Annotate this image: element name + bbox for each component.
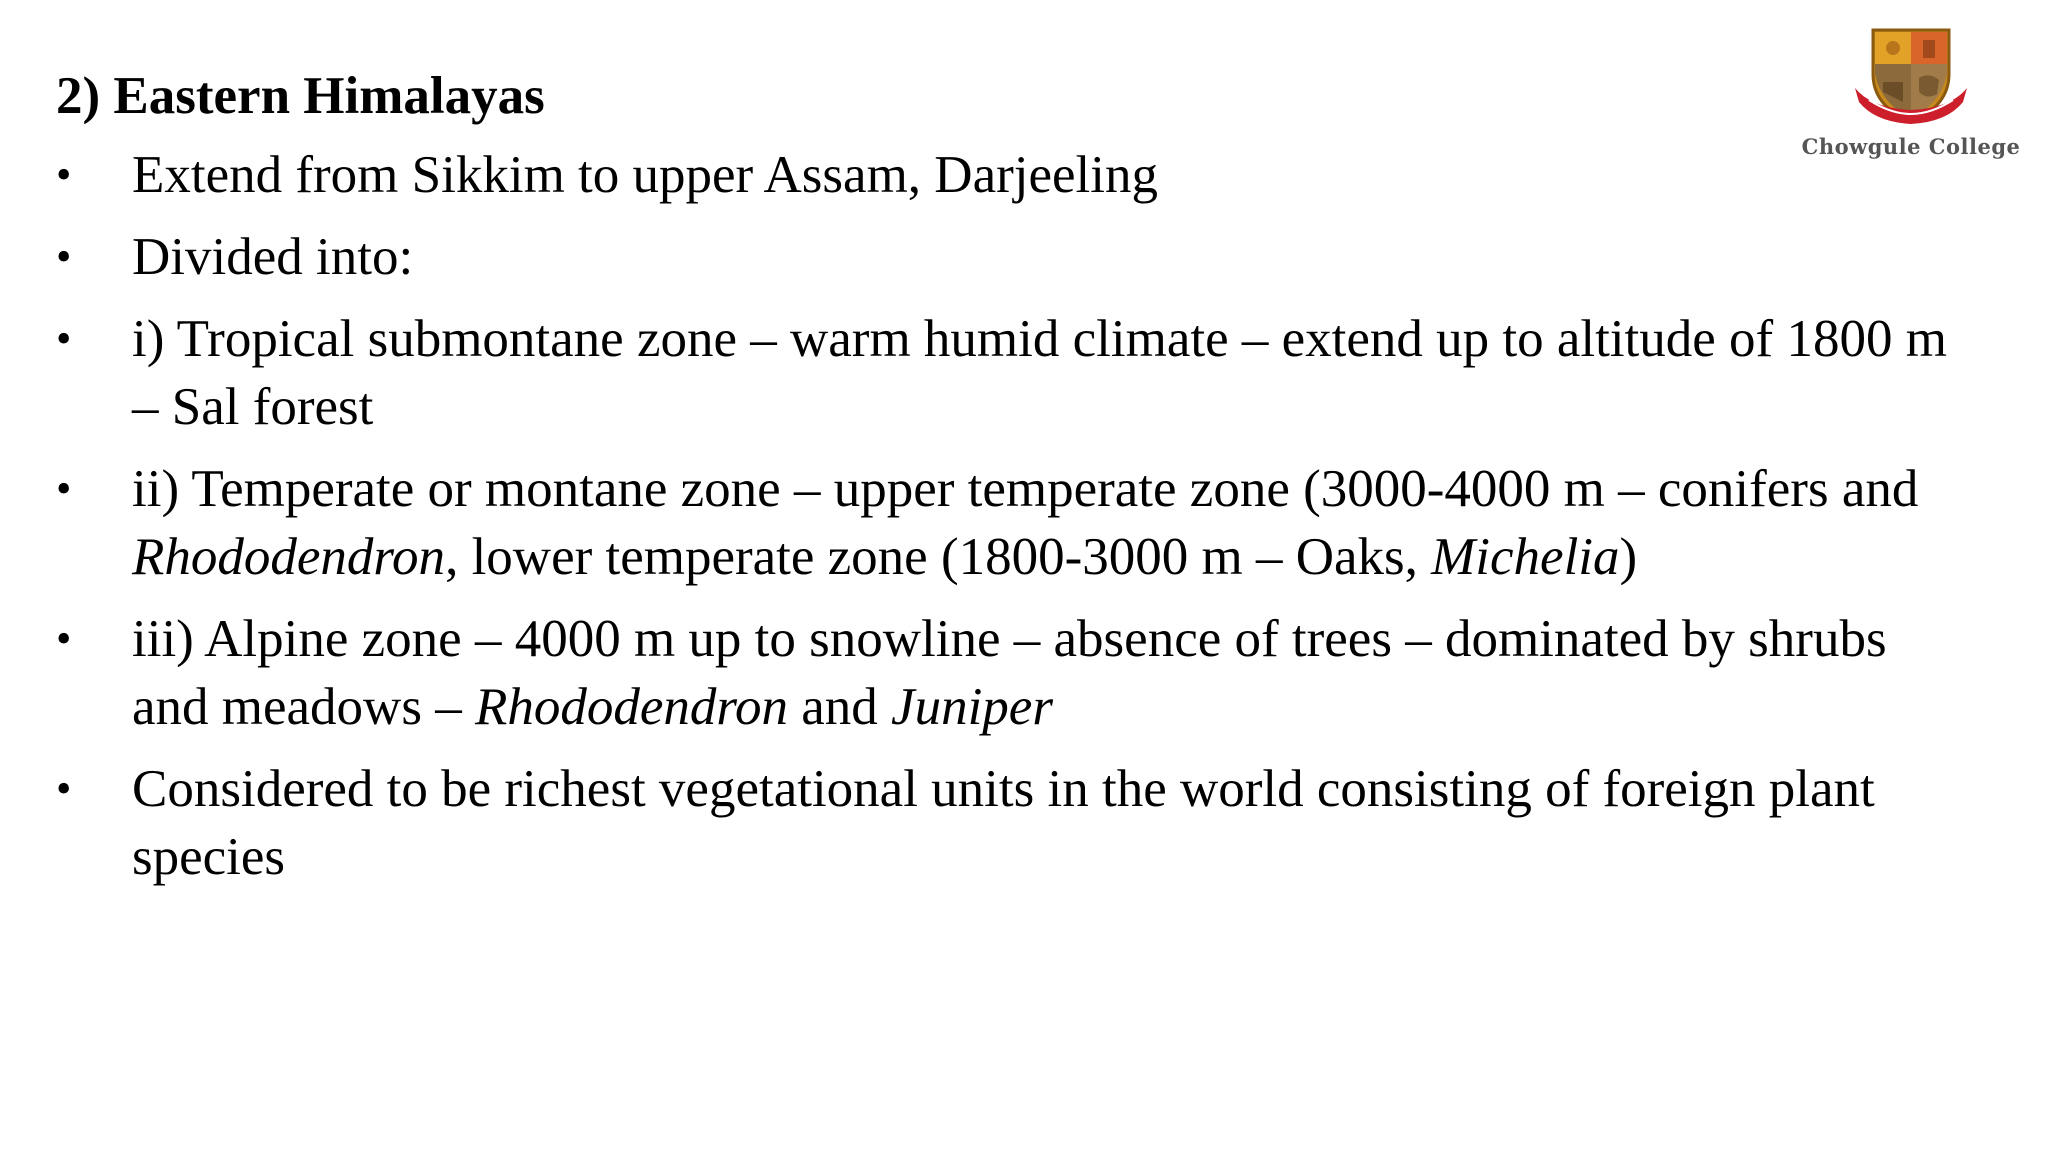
bullet-list xyxy=(0,141,1960,905)
bullet-marker: • xyxy=(56,614,72,663)
bullet-text: Divided into: xyxy=(132,228,414,286)
bullet-marker: • xyxy=(56,232,72,281)
bullet-text: , lower temperate zone (1800-3000 m – Oaks, xyxy=(445,528,1432,586)
bullet-item xyxy=(0,755,1960,891)
bullet-marker: • xyxy=(56,150,72,199)
bullet-marker: • xyxy=(56,464,72,513)
bullet-item xyxy=(0,141,1960,209)
bullet-item xyxy=(0,223,1960,291)
college-crest-icon xyxy=(1851,22,1971,132)
bullet-text: and xyxy=(788,678,892,736)
bullet-text: Extend from Sikkim to upper Assam, Darjeeling xyxy=(132,146,1158,204)
bullet-item xyxy=(0,605,1960,741)
bullet-item xyxy=(0,305,1960,441)
bullet-text: ) xyxy=(1619,528,1638,586)
bullet-marker: • xyxy=(56,314,72,363)
species-name: Rhododendron xyxy=(132,528,446,586)
bullet-text: i) Tropical submontane zone – warm humid climate – extend up to altitude of 1800 m – Sal forest xyxy=(132,310,1947,436)
logo-caption: Chowgule College xyxy=(1801,134,2021,159)
bullet-text: ii) Temperate or montane zone – upper temperate zone (3000-4000 m – conifers and xyxy=(132,460,1919,518)
slide-title: 2) Eastern Himalayas xyxy=(56,67,545,125)
species-name: Juniper xyxy=(891,678,1053,736)
bullet-text: iii) Alpine zone – 4000 m up to snowline – absence of trees – dominated by shrubs and meadows – xyxy=(132,610,1887,736)
species-name: Rhododendron xyxy=(474,678,789,736)
species-name: Michelia xyxy=(1431,528,1620,586)
bullet-marker: • xyxy=(56,764,72,813)
bullet-text: Considered to be richest vegetational units in the world consisting of foreign plant species xyxy=(132,760,1875,886)
bullet-item xyxy=(0,455,1960,591)
